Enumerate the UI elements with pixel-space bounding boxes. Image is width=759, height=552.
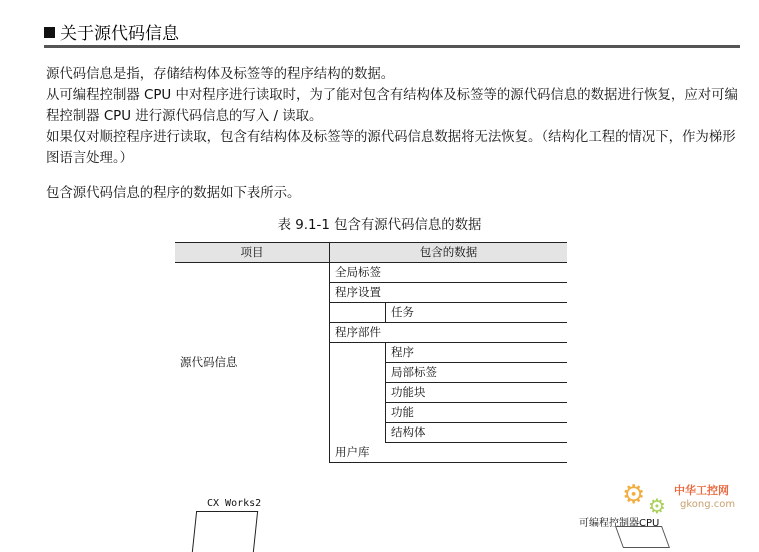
watermark-name: 中华工控网: [674, 484, 729, 497]
item-cell: 源代码信息: [175, 263, 330, 463]
gear-icon: ⚙: [648, 494, 666, 518]
section-title-text: 关于源代码信息: [60, 24, 179, 44]
cell-level1: 程序部件: [330, 323, 568, 343]
plc-cpu-icon: [615, 526, 670, 548]
header-contained-data: 包含的数据: [330, 243, 568, 263]
watermark-domain: gkong.com: [680, 499, 736, 510]
cell-level2: 结构体: [386, 423, 568, 443]
watermark: [622, 480, 752, 520]
cell-level2: 功能块: [386, 383, 568, 403]
cell-level2: 任务: [386, 303, 568, 323]
paragraph-read-write: 从可编程控制器 CPU 中对程序进行读取时，为了能对包含有结构体及标签等的源代码信息的数据进行恢复，应对可编程控制器 CPU 进行源代码信息的写入 / 读取。: [46, 88, 738, 124]
cell-indent: [330, 343, 386, 443]
section-title: [44, 22, 738, 46]
cell-level2: 局部标签: [386, 363, 568, 383]
source-info-table: [175, 242, 567, 463]
cell-level2: 程序: [386, 343, 568, 363]
paragraph-definition: 源代码信息是指，存储结构体及标签等的程序结构的数据。: [46, 67, 395, 82]
table-header-row: [175, 243, 567, 263]
figure-left-label: CX Works2: [207, 498, 262, 509]
gear-icon: ⚙: [622, 480, 646, 510]
cell-level1: 程序设置: [330, 283, 568, 303]
figure-right-label: 可编程控制器CPU: [579, 518, 660, 529]
table-caption: 表 9.1-1 包含有源代码信息的数据: [277, 218, 482, 233]
title-rule: [44, 45, 740, 48]
square-bullet-icon: [44, 27, 55, 38]
paragraph-table-intro: 包含源代码信息的程序的数据如下表所示。: [46, 186, 301, 201]
cell-level1: 用户库: [330, 443, 568, 463]
header-item: 项目: [175, 243, 330, 263]
paragraph-restore-note: 如果仅对顺控程序进行读取，包含有结构体及标签等的源代码信息数据将无法恢复。（结构化工程的情况下，作为梯形图语言处理。）: [46, 130, 736, 166]
computer-icon: [192, 511, 258, 552]
cell-level2: 功能: [386, 403, 568, 423]
table-row: [175, 263, 567, 283]
cell-level1: 全局标签: [330, 263, 568, 283]
cell-indent: [330, 303, 386, 323]
